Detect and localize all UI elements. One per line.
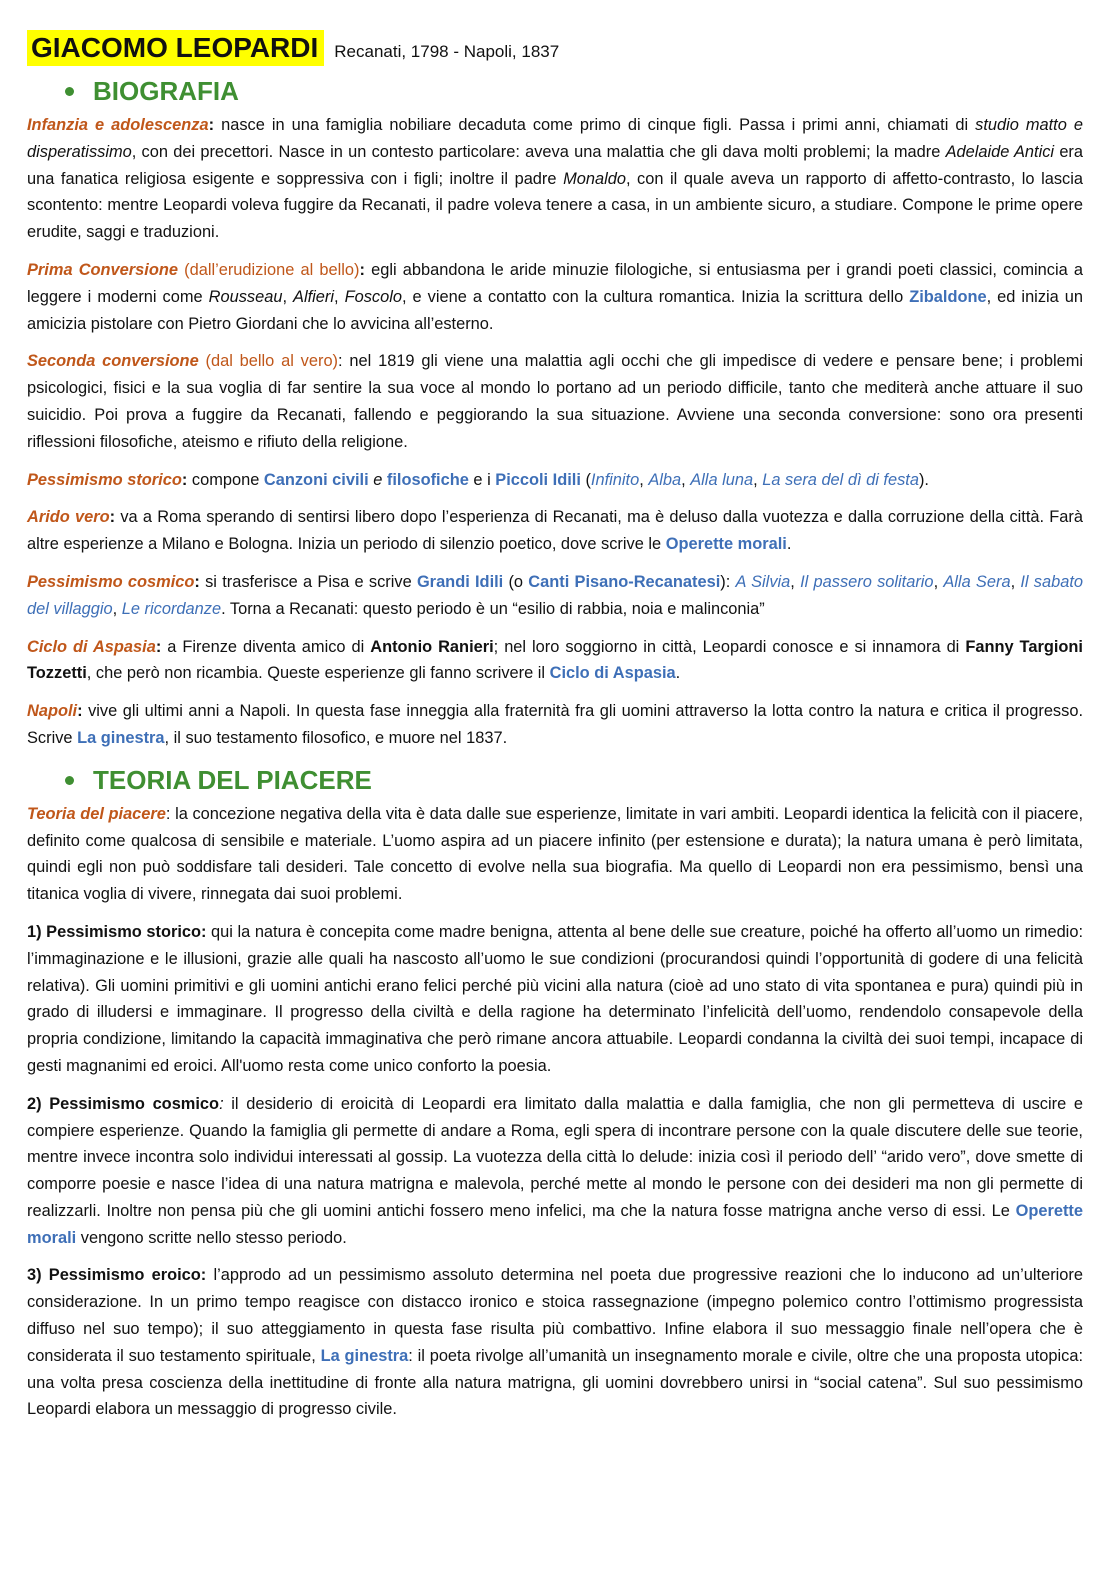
label: Prima Conversione <box>27 260 178 279</box>
bullet-icon <box>65 776 74 785</box>
page-title: GIACOMO LEOPARDI <box>27 30 324 66</box>
paragraph-arido-vero <box>27 504 1083 558</box>
poem-title: A Silvia <box>735 572 791 591</box>
paragraph-napoli <box>27 698 1083 752</box>
italic-text: Foscolo <box>344 287 402 306</box>
text: , <box>1010 572 1021 591</box>
text: nasce in una famiglia nobiliare decaduta come primo di cinque figli. Passa i primi anni, chiamati di <box>214 116 976 134</box>
paragraph-pessimismo-storico <box>27 467 1083 494</box>
italic-text: Rousseau <box>208 287 283 306</box>
italic-text: studio matto e disperatissimo <box>27 116 1083 161</box>
section-heading-teoria <box>27 763 1083 797</box>
paragraph-prima-conversione <box>27 257 1083 337</box>
label-sub: (dall’erudizione al bello) <box>177 260 360 279</box>
text: , <box>681 470 691 489</box>
text: , con dei precettori. Nasce in un contesto particolare: aveva una malattia che gli dava molti problemi; la madre <box>131 142 946 161</box>
text: , <box>933 572 944 591</box>
numbered-label: 1) Pessimismo storico: <box>27 922 207 941</box>
italic-text: Adelaide Antici <box>945 142 1055 161</box>
colon: : <box>109 508 116 527</box>
text: , <box>753 470 763 489</box>
page-subtitle: Recanati, 1798 - Napoli, 1837 <box>334 42 560 61</box>
text: egli abbandona le aride minuzie filologiche, si entusiasma per i grandi poeti classici, comincia a leggere i moderni come <box>27 260 1084 306</box>
work-title: Operette morali <box>665 535 787 554</box>
heading-text: BIOGRAFIA <box>93 76 239 106</box>
colon: : <box>208 116 215 134</box>
paragraph-teoria-intro <box>27 801 1083 908</box>
paragraph-pessimismo-eroico <box>27 1262 1083 1423</box>
label: Pessimismo storico <box>27 470 182 489</box>
work-title: Piccoli Idili <box>495 470 581 489</box>
title-row <box>27 30 1083 66</box>
text: . <box>675 664 681 683</box>
poem-title: Il passero solitario <box>800 572 934 591</box>
text: vive gli ultimi anni a Napoli. In questa fase inneggia alla fraternità fra gli uomini attraverso la lotta contro la natura e critica il progresso. Scrive <box>27 702 1083 747</box>
italic-text: Monaldo <box>563 169 626 188</box>
colon: : <box>219 1094 224 1113</box>
text: , <box>282 287 294 306</box>
text: , e viene a contatto con la cultura romantica. Inizia la scrittura dello <box>402 287 910 306</box>
text: ). <box>918 470 929 489</box>
text: si trasferisce a Pisa e scrive <box>199 572 417 591</box>
text: . <box>786 535 792 554</box>
text: ): <box>720 572 736 591</box>
section-heading-biografia <box>27 74 1083 108</box>
text: ( <box>580 470 591 489</box>
label-sub: (dal bello al vero) <box>198 352 339 371</box>
poem-title: Il sabato del villaggio <box>27 572 1084 618</box>
work-title: Zibaldone <box>909 287 987 306</box>
paragraph-pessimismo-storico-2 <box>27 919 1083 1080</box>
italic-text: e <box>368 470 387 489</box>
text: , <box>790 572 801 591</box>
work-title: filosofiche <box>386 470 469 489</box>
paragraph-pessimismo-cosmico <box>27 569 1083 623</box>
poem-title: Alba <box>648 470 682 489</box>
colon: : <box>181 470 188 489</box>
colon: : <box>359 260 365 279</box>
work-title: La ginestra <box>77 728 165 747</box>
label: Teoria del piacere <box>27 804 166 823</box>
text: , il suo testamento filosofico, e muore nel 1837. <box>164 728 508 747</box>
label: Ciclo di Aspasia <box>27 637 156 656</box>
bold-name: Antonio Ranieri <box>370 637 494 656</box>
text: , <box>334 287 345 306</box>
label: Infanzia e adolescenza <box>27 116 209 134</box>
label: Pessimismo cosmico <box>27 572 195 591</box>
text: , che però non ricambia. Queste esperienze gli fanno scrivere il <box>86 664 550 683</box>
text: , <box>639 470 649 489</box>
text: : il poeta rivolge all’umanità un insegnamento morale e civile, oltre che una proposta utopica: una volta presa coscienza della inettitudine di fronte alla natura matrigna, gli uomini dovrebbero unirsi in “social catena”. Sul suo pessimismo Leopardi elabora un messaggio di progresso civile. <box>27 1346 1083 1419</box>
text: : la concezione negativa della vita è data dalle sue esperienze, limitate in vari ambiti. Leopardi identica la felicità con il piacere, definito come qualcosa di sensibile e materiale. L’uomo aspira ad un piacere infinito (per estensione e durata); la natura umana è però limitata, quindi egli non può soddisfare tali desideri. Tale concetto di evolve nella sua biografia. Ma quello di Leopardi non era pessimismo, bensì una titanica voglia di vivere, rinnegata dai suoi problemi. <box>27 804 1084 904</box>
poem-title: Le ricordanze <box>121 599 222 618</box>
text: e i <box>468 470 496 489</box>
label: Arido vero <box>27 508 110 527</box>
colon: : <box>194 572 200 591</box>
colon: : <box>77 702 83 721</box>
text: a Firenze diventa amico di <box>161 637 371 656</box>
paragraph-ciclo-aspasia <box>27 634 1083 688</box>
bullet-icon <box>65 87 74 96</box>
text: ; nel loro soggiorno in città, Leopardi conosce e si innamora di <box>493 637 966 656</box>
work-title: Operette morali <box>27 1201 1083 1247</box>
paragraph-seconda-conversione <box>27 348 1083 455</box>
bold-name: Fanny Targioni Tozzetti <box>27 637 1083 683</box>
work-title: Canzoni civili <box>263 470 369 489</box>
heading-text: TEORIA DEL PIACERE <box>93 764 372 795</box>
text: il desiderio di eroicità di Leopardi era limitato dalla malattia e dalla famiglia, che non gli permetteva di uscire e compiere esperienze. Quando la famiglia gli permette di andare a Roma, egli spera di incontrare persone con la quale discutere delle sue teorie, mentre invece incontra solo individui interessati al gossip. La vuotezza della città lo delude: inizia così il periodo dell’ “arido vero”, dove smette di comporre poesie e nasce l’idea di una natura matrigna e malevola, perché mette al mondo le persone con dei desideri ma non gli permette di realizzarli. Inoltre non pensa più che gli uomini antichi fossero meno infelici, ma che la natura fosse matrigna anche verso di essi. Le <box>27 1094 1083 1220</box>
document-page <box>27 30 1083 1434</box>
text: , con il quale aveva un rapporto di affetto-contrasto, lo lascia scontento: mentre Leopardi voleva fuggire da Recanati, il padre voleva tenere a casa, in un ambiente sicuro, a studiare. Compone le prime opere erudite, saggi e traduzioni. <box>27 169 1083 242</box>
text: , <box>112 599 122 618</box>
paragraph-pessimismo-cosmico-2 <box>27 1091 1083 1252</box>
text: compone <box>187 470 264 489</box>
work-title: Ciclo di Aspasia <box>549 664 676 683</box>
text: l’approdo ad un pessimismo assoluto determina nel poeta due progressive reazioni che lo inducono ad un’ulteriore considerazione. In un primo tempo reagisce con distacco ironico e stoica rassegnazione (impegno polemico contro l’ottimismo progressista diffuso nel suo tempo); il suo atteggiamento in questa fase risulta più combattivo. Infine elabora il suo messaggio finale nell’opera che è considerata il suo testamento spirituale, <box>27 1266 1083 1365</box>
numbered-label: 3) Pessimismo eroico: <box>27 1266 207 1285</box>
work-title: La ginestra <box>320 1346 409 1365</box>
italic-text: Alfieri <box>293 287 335 306</box>
text: va a Roma sperando di sentirsi libero dopo l’esperienza di Recanati, ma è deluso dalla vuotezza e dalla corruzione della città. Farà altre esperienze a Milano e Bologna. Inizia un periodo di silenzio poetico, dove scrive le <box>27 508 1083 554</box>
label: Seconda conversione <box>27 352 199 371</box>
text: . Torna a Recanati: questo periodo è un “esilio di rabbia, noia e malinconia” <box>221 599 765 618</box>
text: , ed inizia un amicizia pistolare con Pietro Giordani che lo avvicina all’esterno. <box>27 287 1084 333</box>
poem-title: La sera del dì di festa <box>762 470 919 489</box>
text: qui la natura è concepita come madre benigna, attenta al bene delle sue creature, poiché ha offerto all’uomo un rimedio: l’immaginazione e le illusioni, grazie alle quali ha nascosto all’uomo le sue condizioni (procurandosi quindi l’opportunità di godere di una felicità relativa). Gli uomini primitivi e gli uomini antichi erano felici perché più vicini alla natura (cioè ad uno stato di vita spontanea e pura) quindi più in grado di illudersi e immaginare. Il progresso della civiltà e della ragione ha determinato l’infelicità dell’uomo, rendendolo consapevole della propria condizione, limitando la capacità immaginativa che però rimane ancora attuabile. Leopardi condanna la civiltà dei suoi tempi, incapace di gesti magnanimi ed eroici. All'uomo resta come unico conforto la poesia. <box>27 922 1083 1075</box>
text: era una fanatica religiosa esigente e soppressiva con i figli; inoltre il padre <box>27 142 1084 188</box>
label: Napoli <box>27 702 78 721</box>
text: (o <box>503 572 529 591</box>
poem-title: Alla Sera <box>943 572 1011 591</box>
numbered-label: 2) Pessimismo cosmico <box>27 1094 220 1113</box>
paragraph-infanzia <box>27 112 1083 246</box>
text: vengono scritte nello stesso periodo. <box>76 1228 347 1247</box>
work-title: Canti Pisano-Recanatesi <box>528 572 721 591</box>
text: : nel 1819 gli viene una malattia agli occhi che gli impedisce di vedere e pensare bene; i problemi psicologici, fisici e la sua voglia di far sentire la sua voce al mondo lo portano ad un periodo difficile, tanto che mediterà anche attuare il suo suicidio. Poi prova a fuggire da Recanati, fallendo e peggiorando la sua situazione. Avviene una seconda conversione: sono ora presenti riflessioni filosofiche, ateismo e rifiuto della religione. <box>27 352 1084 451</box>
poem-title: Alla luna <box>690 470 754 489</box>
poem-title: Infinito <box>590 470 640 489</box>
work-title: Grandi Idili <box>416 572 504 591</box>
colon: : <box>155 637 162 656</box>
